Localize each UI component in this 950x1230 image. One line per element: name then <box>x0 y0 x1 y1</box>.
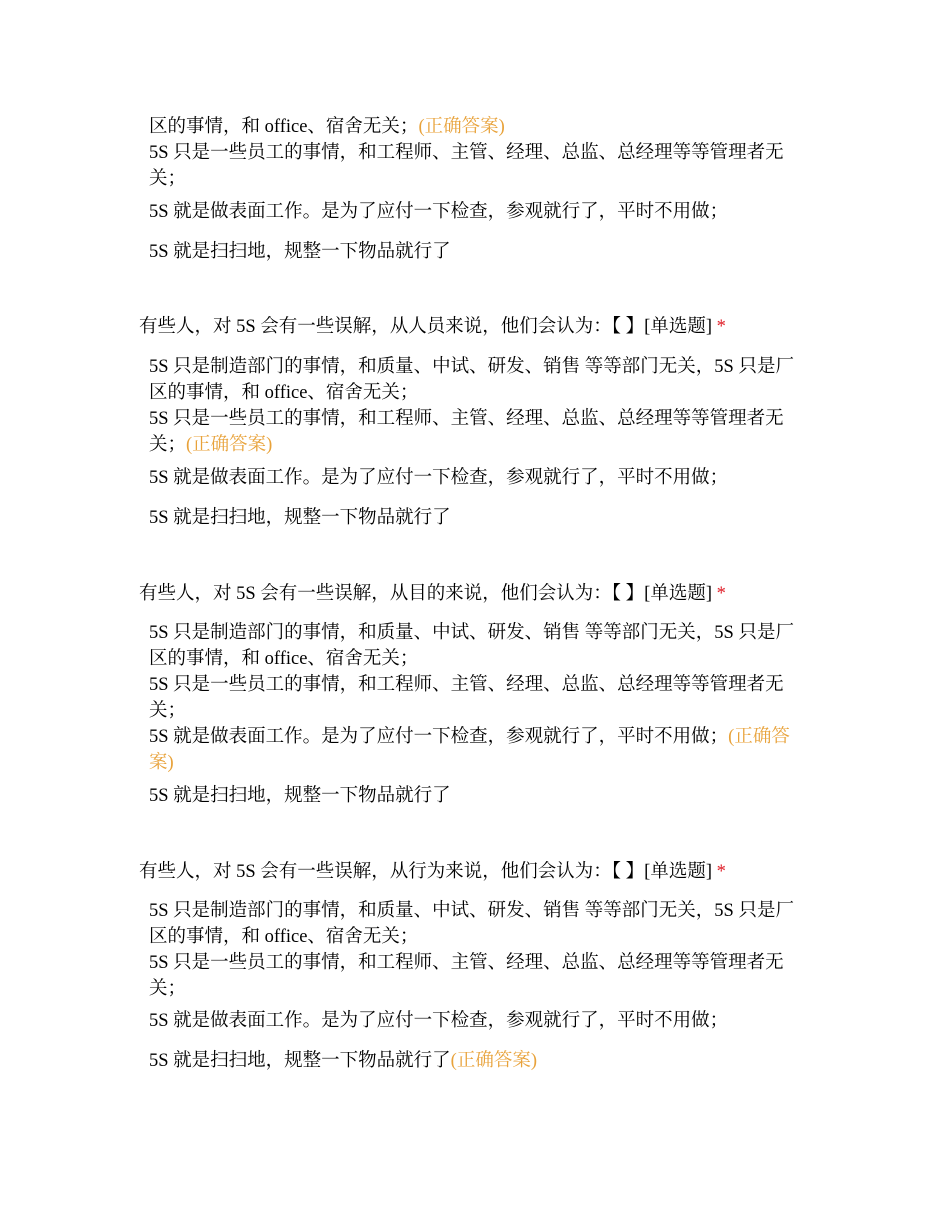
answer-option[interactable]: 5S 只是制造部门的事情，和质量、中试、研发、销售 等等部门无关，5S 只是厂区的事情，和 office、宿舍无关； <box>149 901 794 947</box>
answer-option[interactable]: 5S 只是制造部门的事情，和质量、中试、研发、销售 等等部门无关，5S 只是厂区的事情，和 office、宿舍无关； <box>149 623 794 669</box>
answer-option[interactable]: 区的事情，和 office、宿舍无关；(正确答案) <box>149 117 505 137</box>
correct-answer-label: (正确答案) <box>186 435 273 455</box>
answer-option[interactable]: 5S 只是一些员工的事情，和工程师、主管、经理、总监、总经理等等管理者无关； <box>149 143 784 189</box>
answer-option[interactable]: 5S 就是做表面工作。是为了应付一下检查，参观就行了，平时不用做； <box>149 468 729 488</box>
question-title: 有些人，对 5S 会有一些误解，从目的来说，他们会认为：【 】[单选题] * <box>139 584 726 604</box>
answer-option[interactable]: 5S 就是做表面工作。是为了应付一下检查，参观就行了，平时不用做；(正确答案) <box>149 727 790 773</box>
answer-option[interactable]: 5S 就是扫扫地，规整一下物品就行了(正确答案) <box>149 1051 537 1071</box>
answer-option[interactable]: 5S 就是扫扫地，规整一下物品就行了 <box>149 242 451 262</box>
question-title: 有些人，对 5S 会有一些误解，从人员来说，他们会认为：【 】[单选题] * <box>139 317 726 337</box>
answer-option[interactable]: 5S 就是做表面工作。是为了应付一下检查，参观就行了，平时不用做； <box>149 1011 729 1031</box>
question-title: 有些人，对 5S 会有一些误解，从行为来说，他们会认为：【 】[单选题] * <box>139 862 726 882</box>
answer-option[interactable]: 5S 就是扫扫地，规整一下物品就行了 <box>149 508 451 528</box>
required-mark: * <box>716 584 726 604</box>
correct-answer-label: (正确答案) <box>418 117 505 137</box>
correct-answer-label: (正确答案) <box>450 1051 537 1071</box>
answer-option[interactable]: 5S 只是一些员工的事情，和工程师、主管、经理、总监、总经理等等管理者无关；(正确答案) <box>149 409 784 455</box>
answer-option[interactable]: 5S 只是一些员工的事情，和工程师、主管、经理、总监、总经理等等管理者无关； <box>149 675 784 721</box>
correct-answer-label: (正确答案) <box>149 727 790 773</box>
required-mark: * <box>716 317 726 337</box>
answer-option[interactable]: 5S 就是做表面工作。是为了应付一下检查，参观就行了，平时不用做； <box>149 202 729 222</box>
answer-option[interactable]: 5S 就是扫扫地，规整一下物品就行了 <box>149 786 451 806</box>
answer-option[interactable]: 5S 只是一些员工的事情，和工程师、主管、经理、总监、总经理等等管理者无关； <box>149 953 784 999</box>
answer-option[interactable]: 5S 只是制造部门的事情，和质量、中试、研发、销售 等等部门无关，5S 只是厂区的事情，和 office、宿舍无关； <box>149 357 794 403</box>
required-mark: * <box>716 862 726 882</box>
